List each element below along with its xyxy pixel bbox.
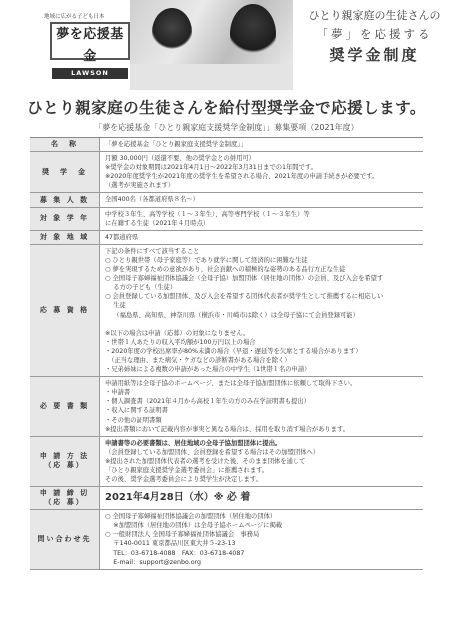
row-value-line: （福島県、高知県、神奈川県（横浜市・川崎市は除く）は全母子協にて会員登録可能）	[105, 311, 359, 319]
row-label: 募 集 人 数	[30, 193, 100, 206]
row-value-line: ○ 全国母子寡婦福祉団体協議会（全母子協）加盟団体（居住地の団体）の会員、及び入会を希望す	[105, 275, 384, 283]
table-row	[30, 437, 423, 487]
row-value-line: ※提出書類において記載内容が事実と異なる場合は、採用を取り消す場合があります。	[105, 425, 350, 433]
row-value	[100, 208, 423, 230]
row-value-line: 中学校３年生、高等学校（１～３年生）、高等専門学校（１～３年生）等	[105, 210, 310, 218]
photo-student-right	[230, 4, 276, 64]
row-value-line: ※提出された加盟団体代表者の選考を受けた後、そのまま団体を通して	[105, 457, 306, 465]
row-value	[100, 138, 423, 151]
table-row	[30, 138, 423, 152]
row-value-line: ※加盟団体（居住地の団体）は全母子協ホームページに掲載	[105, 522, 283, 530]
row-value	[100, 245, 423, 376]
row-label: 必 要 書 類	[30, 377, 100, 436]
table-row	[30, 510, 423, 570]
subheading: 「夢を応援基金「ひとり親家庭支援奨学金制度」」募集要項（2021年度）	[94, 123, 359, 132]
title-line2: 「夢」を応援する	[316, 27, 433, 41]
row-value-line: ・個人調査書（2021年４月から高校１年生の方のみ在学証明書も提出）	[105, 398, 310, 406]
row-value-line: ・世帯１人あたりの収入平均額が100万円以上の場合	[105, 338, 256, 346]
deadline-text: 2021年4月28日（水）※ 必 着	[105, 492, 251, 504]
row-value-line: ○ ひとり親世帯（母子家庭等）であり就学に関して経済的に困難な生徒	[105, 256, 308, 264]
row-value-line: 申請用紙等は全母子協のホームページ、または全母子協加盟団体に依頼して取得下さい。	[105, 380, 357, 388]
row-value-line: （選考が実施されます）	[105, 182, 175, 190]
row-value	[100, 231, 423, 244]
row-value-line: ・2020年度の学校出席率が80%未満の場合（早退・遅延等を欠席とする場合があります）	[105, 347, 362, 355]
header-photo	[130, 0, 293, 90]
row-value-line: 月額 30,000円（返還不要、他の奨学金との併用可）	[105, 155, 255, 163]
row-value-line: その後、奨学金選考委員会により奨学生が決定します。	[105, 476, 262, 484]
row-value-line: 47都道府県	[105, 233, 139, 241]
logo-sub-text: LAWSON	[52, 68, 128, 79]
row-value	[100, 193, 423, 206]
header	[0, 0, 453, 94]
table-row	[30, 193, 423, 207]
photo-desk	[130, 64, 293, 90]
row-value-line: ○ 一般財団法人 全国母子寡婦福祉団体協議会 事務局	[105, 531, 260, 539]
row-label: 問い合わせ先	[30, 510, 100, 569]
row-value-line: 〒140-0011 東京都品川区東大井５-23-13	[105, 540, 236, 548]
table-row	[30, 377, 423, 437]
table-row	[30, 231, 423, 245]
row-value-line: ・収入に関する証明書	[105, 407, 168, 415]
logo-tagline: 地域に広がる子ども日本	[44, 14, 105, 20]
info-table	[30, 137, 423, 570]
table-row	[30, 152, 423, 193]
row-label: 対 象 学 年	[30, 208, 100, 230]
row-value-line: ※以下の場合は申請（応募）の対象になりません。	[105, 329, 250, 337]
row-value-line: 「夢を応援基金「ひとり親家庭支援奨学金制度」」	[105, 141, 247, 148]
row-value-line: ・兄弟姉妹による複数の申請があった場合の中学生（1世帯１名の申請）	[105, 366, 311, 374]
photo-student-left	[152, 8, 192, 56]
row-value-line: E-mail：support@zenbo.org	[105, 558, 202, 566]
row-value-line: る方の子ども（生徒）	[105, 284, 177, 292]
row-value-line: （正当な理由、また病気・ケガなどの診断書がある場合を除く）	[105, 356, 291, 364]
table-row	[30, 487, 423, 510]
row-label: 奨 学 金	[30, 152, 100, 192]
row-value-line: ○ 夢を実現するための意欲があり、社会貢献への積極的な姿勢のある品行方正な生徒	[105, 266, 346, 274]
row-label: 名 称	[30, 138, 100, 151]
row-value	[100, 152, 423, 192]
table-row	[30, 208, 423, 231]
title-block	[296, 8, 453, 66]
fund-logo	[50, 22, 130, 77]
row-value-line: に在籍する生徒（2021年４月時点）	[105, 219, 210, 227]
row-value-line: TEL：03-6718-4088 FAX：03-6718-4087	[105, 549, 245, 557]
row-value-line: 下記の条件にすべて該当すること	[105, 247, 200, 255]
row-value-line: （会員登録している加盟団体、会員登録を希望する場合はその加盟団体へ）	[105, 448, 320, 456]
row-value-line: 「ひとり親家庭支援奨学金選考委員会」に推薦されます。	[105, 467, 269, 474]
row-value-line: 申請書等の必要書類は、居住地域の全母子協加盟団体に提出。	[105, 439, 282, 447]
row-value-line: 全国400名（各都道府県８名～）	[105, 196, 199, 204]
row-value	[100, 510, 423, 569]
logo-main-text: 夢を応援基金	[56, 27, 124, 64]
row-value-line: ○ 会員登録している加盟団体、及び入会を希望する団体代表者が奨学生として推薦するに相応しい	[105, 293, 384, 301]
row-value-line	[105, 320, 418, 329]
table-row	[30, 245, 423, 377]
row-value	[100, 437, 423, 486]
row-label: 申 請 方 法 （応 募）	[30, 437, 100, 486]
title-line3: 奨学金制度	[329, 46, 420, 64]
row-label: 申 請 締 切 （応 募）	[30, 487, 100, 509]
row-label: 対 象 地 域	[30, 231, 100, 244]
row-value-line: ※2020年度奨学生が2021年度の奨学生を希望される場合、2021年度の申請手続きが必要です。	[105, 173, 379, 181]
row-value-line: 生徒	[105, 302, 126, 310]
row-value-line: ・申請書	[105, 389, 131, 397]
row-value-line: ※奨学金の対象期間は2021年4月1日～2022年3月31日までの1年間です。	[105, 164, 317, 172]
row-value-line: ○ 全国母子寡婦福祉団体協議会の加盟団体（居住地の団体）	[105, 513, 277, 521]
row-label: 応 募 資 格	[30, 245, 100, 376]
row-value	[100, 377, 423, 436]
title-line1: ひとり親家庭の生徒さんの	[308, 9, 441, 22]
headline: ひとり親家庭の生徒さんを給付型奨学金で応援します。	[27, 99, 426, 117]
row-value-line: ・その他の証明書類	[105, 416, 162, 424]
row-value	[100, 487, 423, 509]
